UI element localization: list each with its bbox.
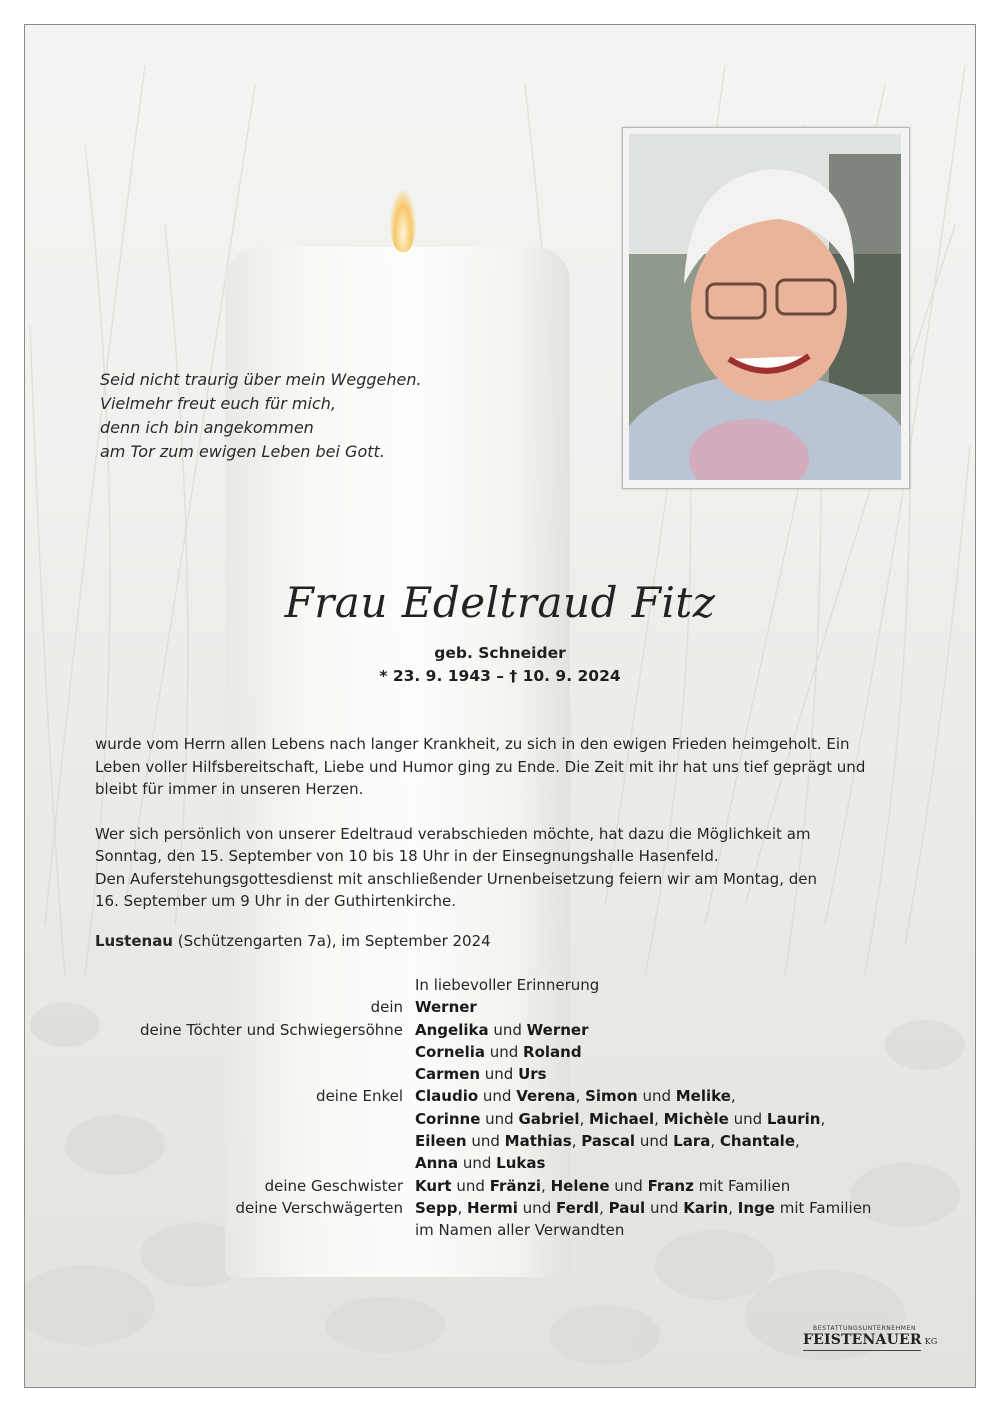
mourners-intro-row	[95, 974, 915, 996]
mourner-names	[415, 1152, 915, 1174]
name-connector: ,	[730, 1087, 736, 1106]
mourner-names	[415, 1130, 915, 1152]
mourner-row	[95, 1175, 915, 1197]
mourner-name: Ferdl	[555, 1198, 600, 1217]
quote-line: am Tor zum ewigen Leben bei Gott.	[100, 442, 385, 461]
text-line: Sonntag, den 15. September von 10 bis 18 Uhr in der Einsegnungshalle Hasenfeld.	[95, 847, 719, 865]
mourner-name: Carmen	[415, 1065, 481, 1084]
name-connector: und	[645, 1198, 684, 1217]
place-and-date	[95, 932, 491, 950]
quote-line: Seid nicht traurig über mein Weggehen.	[100, 370, 422, 389]
relation-label: deine Geschwister	[264, 1176, 403, 1195]
funeral-home-logo	[803, 1325, 938, 1353]
text-line: 16. September um 9 Uhr in der Guthirtenkirche.	[95, 892, 456, 910]
name-connector: ,	[795, 1132, 800, 1151]
text-line: bleibt für immer in unseren Herzen.	[95, 780, 364, 798]
mourner-name: Werner	[415, 998, 477, 1017]
mourner-name: Simon	[585, 1087, 638, 1106]
logo-suffix: KG	[924, 1337, 938, 1346]
relation-label-empty	[95, 1063, 415, 1085]
mourner-name: Kurt	[415, 1176, 452, 1195]
mourner-row	[95, 1197, 915, 1219]
logo-tagline: BESTATTUNGSUNTERNEHMEN	[813, 1325, 917, 1332]
mourner-row	[95, 996, 915, 1018]
mourner-name: Pascal	[581, 1132, 636, 1151]
quote-line: Vielmehr freut euch für mich,	[100, 394, 336, 413]
mourner-name: Urs	[518, 1065, 547, 1084]
mourner-names	[415, 1085, 915, 1107]
name-connector: und	[451, 1176, 490, 1195]
name-connector: ,	[599, 1198, 609, 1217]
mourner-names	[415, 1108, 915, 1130]
mourner-name: Karin	[683, 1198, 729, 1217]
mourner-name: Laurin	[766, 1109, 821, 1128]
life-dates: * 23. 9. 1943 – † 10. 9. 2024	[379, 667, 621, 685]
name-connector: ,	[820, 1109, 826, 1128]
relation-label-empty	[95, 1108, 415, 1130]
mourner-name: Gabriel	[518, 1109, 580, 1128]
name-connector: ,	[541, 1176, 551, 1195]
mourner-name: Chantale	[719, 1132, 796, 1151]
name-connector: ,	[728, 1198, 738, 1217]
announcement-text	[95, 733, 911, 935]
mourner-names	[415, 1197, 915, 1219]
relation-label: deine Verschwägerten	[235, 1198, 403, 1217]
name-connector: ,	[579, 1109, 590, 1128]
name-connector: und	[466, 1132, 505, 1151]
mourner-name: Paul	[608, 1198, 646, 1217]
mourner-row	[95, 1063, 915, 1085]
mourner-name: Eileen	[415, 1132, 467, 1151]
name-connector: und	[478, 1087, 517, 1106]
town-name: Lustenau	[95, 932, 173, 950]
name-connector: und	[484, 1042, 524, 1061]
candle-flame	[390, 190, 416, 252]
mourner-row	[95, 1019, 915, 1041]
mourner-name: Sepp	[415, 1198, 458, 1217]
name-connector: und	[517, 1198, 556, 1217]
text-line: Wer sich persönlich von unserer Edeltraud verabschieden möchte, hat dazu die Möglichkeit am	[95, 824, 811, 843]
mourner-name: Inge	[737, 1198, 775, 1217]
mourner-name: Michael	[589, 1109, 655, 1128]
mourner-name: Roland	[523, 1042, 582, 1061]
relation-label-empty	[95, 1041, 415, 1063]
quote-line: denn ich bin angekommen	[100, 418, 314, 437]
logo-rule	[803, 1350, 921, 1351]
mourner-row	[95, 1130, 915, 1152]
mourners-closing: im Namen aller Verwandten	[415, 1221, 625, 1240]
name-connector: und	[488, 1020, 527, 1039]
birth-name: geb. Schneider	[434, 644, 566, 662]
mourner-names	[415, 1019, 915, 1041]
relation-label: deine Töchter und Schwiegersöhne	[140, 1020, 403, 1039]
mourner-name: Werner	[526, 1020, 589, 1039]
mourner-name: Franz	[647, 1176, 694, 1195]
mourner-name: Fränzi	[489, 1176, 542, 1195]
name-connector: mit Familien	[774, 1198, 872, 1217]
text-line: Leben voller Hilfsbereitschaft, Liebe und Humor ging zu Ende. Die Zeit mit ihr hat uns tief geprägt und	[95, 757, 866, 776]
logo-name-text: FEISTENAUER	[803, 1332, 922, 1348]
mourner-name: Hermi	[467, 1198, 518, 1217]
name-connector: und	[480, 1109, 519, 1128]
mourner-name: Angelika	[415, 1020, 489, 1039]
mourner-row	[95, 1041, 915, 1063]
mourners-intro: In liebevoller Erinnerung	[415, 976, 600, 994]
name-connector: und	[458, 1154, 497, 1173]
mourner-names	[415, 1063, 915, 1085]
mourner-names	[415, 1041, 915, 1063]
funeral-details-paragraph	[95, 823, 911, 913]
relation-label-empty	[95, 1152, 415, 1174]
name-connector: mit Familien	[693, 1176, 791, 1195]
announcement-paragraph	[95, 733, 911, 801]
memorial-quote	[100, 368, 422, 464]
mourner-name: Verena	[516, 1087, 576, 1106]
relation-label: dein	[370, 998, 403, 1017]
name-connector: ,	[457, 1198, 467, 1217]
relation-label: deine Enkel	[316, 1087, 403, 1106]
name-connector: ,	[710, 1132, 720, 1151]
name-connector: ,	[575, 1087, 586, 1106]
portrait-photo	[629, 134, 901, 480]
place-rest: (Schützengarten 7a), im September 2024	[173, 932, 491, 950]
mourner-name: Claudio	[415, 1087, 479, 1106]
name-connector: und	[609, 1176, 648, 1195]
name-connector: und	[728, 1109, 767, 1128]
text-line: wurde vom Herrn allen Lebens nach langer Krankheit, zu sich in den ewigen Frieden heimgeholt. Ein	[95, 735, 850, 753]
mourner-name: Corinne	[415, 1109, 481, 1128]
mourner-groups	[95, 996, 915, 1219]
mourner-name: Melike	[675, 1087, 731, 1106]
name-connector: ,	[571, 1132, 582, 1151]
portrait-frame	[622, 127, 910, 489]
mourner-name: Lara	[673, 1132, 711, 1151]
logo-name	[803, 1332, 938, 1348]
mourner-name: Cornelia	[415, 1042, 485, 1061]
relation-label-empty	[95, 1130, 415, 1152]
mourner-row	[95, 1152, 915, 1174]
mourner-name: Anna	[415, 1154, 459, 1173]
text-line: Den Auferstehungsgottesdienst mit anschließender Urnenbeisetzung feiern wir am Montag, den	[95, 869, 817, 888]
mourner-names	[415, 996, 915, 1018]
name-connector: ,	[654, 1109, 664, 1128]
mourners-closing-row	[95, 1219, 915, 1241]
mourner-name: Mathias	[504, 1132, 572, 1151]
mourner-names	[415, 1175, 915, 1197]
mourner-row	[95, 1108, 915, 1130]
mourner-name: Lukas	[496, 1154, 546, 1173]
mourners-list	[95, 974, 915, 1242]
name-connector: und	[637, 1087, 676, 1106]
mourner-name: Michèle	[663, 1109, 729, 1128]
name-connector: und	[635, 1132, 674, 1151]
mourner-row	[95, 1085, 915, 1107]
deceased-name: Frau Edeltraud Fitz	[284, 578, 716, 627]
name-connector: und	[480, 1065, 519, 1084]
mourner-name: Helene	[550, 1176, 610, 1195]
